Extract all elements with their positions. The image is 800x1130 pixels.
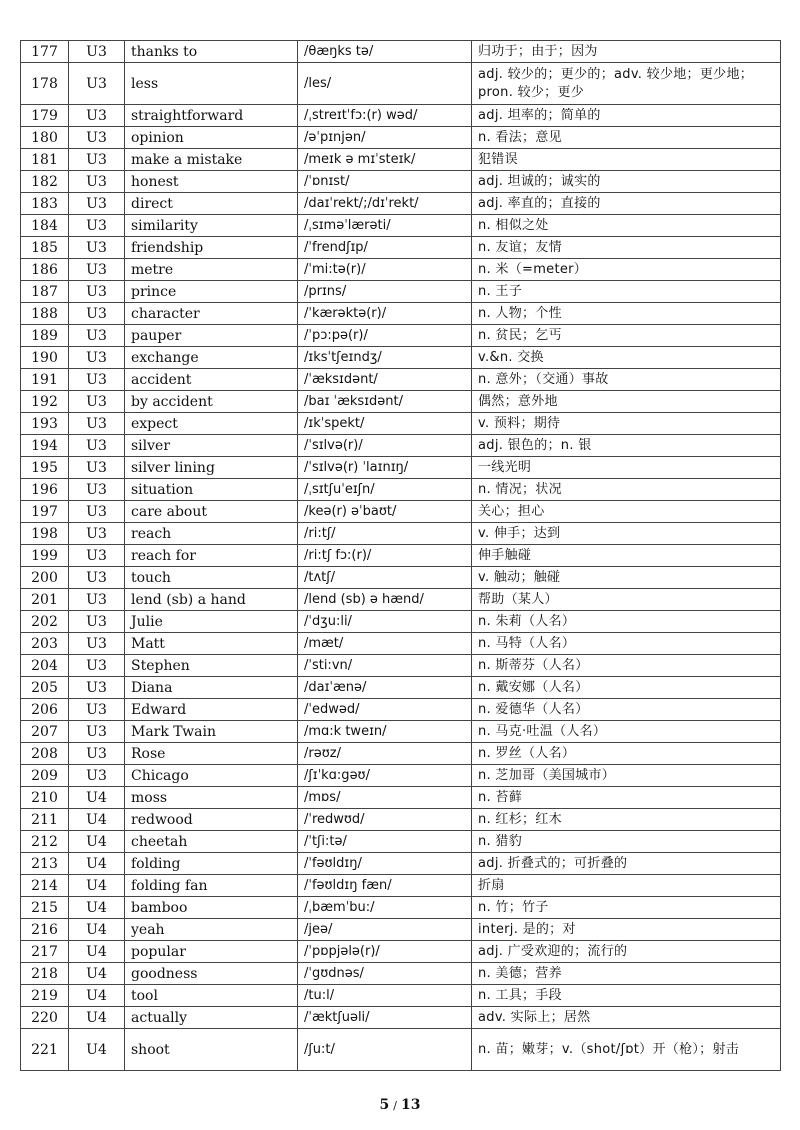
entry-number: 212	[21, 831, 69, 853]
entry-number: 177	[21, 41, 69, 63]
entry-phonetic: /ˈgʊdnəs/	[298, 963, 472, 985]
entry-phonetic: /ˈɒnɪst/	[298, 171, 472, 193]
table-row	[21, 281, 781, 303]
entry-meaning: adv. 实际上；居然	[472, 1007, 781, 1029]
entry-phonetic: /əˈpɪnjən/	[298, 127, 472, 149]
entry-number: 181	[21, 149, 69, 171]
entry-number: 202	[21, 611, 69, 633]
entry-word: Rose	[125, 743, 298, 765]
entry-unit: U4	[69, 809, 125, 831]
entry-word: shoot	[125, 1029, 298, 1071]
entry-phonetic: /ˈsti:vn/	[298, 655, 472, 677]
entry-phonetic: /ri:tʃ fɔ:(r)/	[298, 545, 472, 567]
page-number	[0, 1097, 800, 1113]
entry-word: popular	[125, 941, 298, 963]
entry-meaning: n. 朱莉（人名）	[472, 611, 781, 633]
entry-meaning: 折扇	[472, 875, 781, 897]
entry-word: straightforward	[125, 105, 298, 127]
entry-number: 182	[21, 171, 69, 193]
entry-word: moss	[125, 787, 298, 809]
entry-unit: U3	[69, 765, 125, 787]
entry-meaning: n. 美德；营养	[472, 963, 781, 985]
entry-number: 214	[21, 875, 69, 897]
table-row	[21, 545, 781, 567]
total-pages: 13	[400, 1097, 421, 1113]
table-row	[21, 589, 781, 611]
entry-word: care about	[125, 501, 298, 523]
entry-unit: U3	[69, 457, 125, 479]
table-row	[21, 655, 781, 677]
entry-unit: U4	[69, 831, 125, 853]
entry-meaning: n. 戴安娜（人名）	[472, 677, 781, 699]
table-row	[21, 259, 781, 281]
entry-phonetic: /les/	[298, 63, 472, 105]
entry-meaning: n. 人物；个性	[472, 303, 781, 325]
entry-phonetic: /lend (sb) ə hænd/	[298, 589, 472, 611]
entry-word: yeah	[125, 919, 298, 941]
entry-meaning: n. 斯蒂芬（人名）	[472, 655, 781, 677]
entry-number: 199	[21, 545, 69, 567]
table-row	[21, 523, 781, 545]
entry-number: 192	[21, 391, 69, 413]
table-row	[21, 919, 781, 941]
entry-unit: U3	[69, 479, 125, 501]
entry-meaning: n. 贫民；乞丐	[472, 325, 781, 347]
entry-number: 185	[21, 237, 69, 259]
entry-phonetic: /ˈredwʊd/	[298, 809, 472, 831]
entry-number: 179	[21, 105, 69, 127]
entry-number: 209	[21, 765, 69, 787]
entry-number: 208	[21, 743, 69, 765]
entry-phonetic: /meɪk ə mɪˈsteɪk/	[298, 149, 472, 171]
entry-unit: U3	[69, 633, 125, 655]
entry-phonetic: /jeə/	[298, 919, 472, 941]
table-row	[21, 457, 781, 479]
entry-number: 194	[21, 435, 69, 457]
entry-word: Stephen	[125, 655, 298, 677]
table-row	[21, 765, 781, 787]
entry-word: bamboo	[125, 897, 298, 919]
entry-phonetic: /ˌsɪməˈlærəti/	[298, 215, 472, 237]
entry-unit: U3	[69, 303, 125, 325]
entry-meaning: 归功于；由于；因为	[472, 41, 781, 63]
table-row	[21, 743, 781, 765]
entry-meaning: interj. 是的；对	[472, 919, 781, 941]
entry-phonetic: /ˈtʃi:tə/	[298, 831, 472, 853]
entry-phonetic: /ˈpɒpjələ(r)/	[298, 941, 472, 963]
entry-unit: U3	[69, 523, 125, 545]
entry-number: 221	[21, 1029, 69, 1071]
entry-number: 211	[21, 809, 69, 831]
entry-unit: U3	[69, 193, 125, 215]
entry-word: pauper	[125, 325, 298, 347]
entry-phonetic: /ɪkˈspekt/	[298, 413, 472, 435]
entry-word: folding	[125, 853, 298, 875]
entry-number: 178	[21, 63, 69, 105]
entry-unit: U3	[69, 721, 125, 743]
entry-phonetic: /ˈpɔ:pə(r)/	[298, 325, 472, 347]
table-row	[21, 105, 781, 127]
entry-word: Diana	[125, 677, 298, 699]
entry-number: 200	[21, 567, 69, 589]
entry-word: honest	[125, 171, 298, 193]
entry-unit: U4	[69, 787, 125, 809]
entry-word: prince	[125, 281, 298, 303]
table-row	[21, 897, 781, 919]
entry-word: actually	[125, 1007, 298, 1029]
entry-word: less	[125, 63, 298, 105]
entry-phonetic: /ˌsɪtʃuˈeɪʃn/	[298, 479, 472, 501]
entry-unit: U4	[69, 853, 125, 875]
entry-word: lend (sb) a hand	[125, 589, 298, 611]
entry-phonetic: /baɪ ˈæksɪdənt/	[298, 391, 472, 413]
entry-phonetic: /daɪˈrekt/;/dɪˈrekt/	[298, 193, 472, 215]
entry-meaning: n. 米（=meter）	[472, 259, 781, 281]
entry-number: 189	[21, 325, 69, 347]
entry-phonetic: /ˈæksɪdənt/	[298, 369, 472, 391]
table-row	[21, 941, 781, 963]
entry-phonetic: /tu:l/	[298, 985, 472, 1007]
entry-phonetic: /ˈfrendʃɪp/	[298, 237, 472, 259]
entry-number: 198	[21, 523, 69, 545]
entry-unit: U3	[69, 435, 125, 457]
entry-meaning: n. 看法；意见	[472, 127, 781, 149]
entry-unit: U3	[69, 413, 125, 435]
entry-meaning: n. 工具；手段	[472, 985, 781, 1007]
entry-number: 183	[21, 193, 69, 215]
entry-unit: U3	[69, 281, 125, 303]
entry-word: Julie	[125, 611, 298, 633]
entry-unit: U4	[69, 875, 125, 897]
entry-unit: U3	[69, 215, 125, 237]
entry-phonetic: /daɪˈænə/	[298, 677, 472, 699]
entry-word: metre	[125, 259, 298, 281]
entry-unit: U3	[69, 611, 125, 633]
entry-number: 188	[21, 303, 69, 325]
entry-word: character	[125, 303, 298, 325]
entry-unit: U3	[69, 171, 125, 193]
table-row	[21, 501, 781, 523]
entry-number: 217	[21, 941, 69, 963]
entry-meaning: adj. 广受欢迎的；流行的	[472, 941, 781, 963]
entry-meaning: adj. 较少的；更少的；adv. 较少地；更少地；pron. 较少；更少	[472, 63, 781, 105]
table-row	[21, 677, 781, 699]
entry-unit: U3	[69, 237, 125, 259]
entry-word: by accident	[125, 391, 298, 413]
table-row	[21, 303, 781, 325]
entry-word: silver	[125, 435, 298, 457]
entry-meaning: n. 友谊；友情	[472, 237, 781, 259]
entry-phonetic: /mæt/	[298, 633, 472, 655]
entry-number: 219	[21, 985, 69, 1007]
entry-number: 210	[21, 787, 69, 809]
entry-number: 186	[21, 259, 69, 281]
entry-word: silver lining	[125, 457, 298, 479]
entry-phonetic: /ˈmi:tə(r)/	[298, 259, 472, 281]
entry-unit: U3	[69, 391, 125, 413]
entry-meaning: 关心；担心	[472, 501, 781, 523]
entry-phonetic: /keə(r) əˈbaʊt/	[298, 501, 472, 523]
entry-unit: U3	[69, 347, 125, 369]
entry-unit: U4	[69, 919, 125, 941]
table-row	[21, 479, 781, 501]
table-row	[21, 193, 781, 215]
table-row	[21, 985, 781, 1007]
entry-meaning: n. 王子	[472, 281, 781, 303]
entry-unit: U4	[69, 1029, 125, 1071]
entry-word: make a mistake	[125, 149, 298, 171]
entry-meaning: n. 相似之处	[472, 215, 781, 237]
entry-meaning: n. 马特（人名）	[472, 633, 781, 655]
entry-unit: U3	[69, 545, 125, 567]
entry-unit: U4	[69, 963, 125, 985]
entry-number: 184	[21, 215, 69, 237]
entry-unit: U3	[69, 677, 125, 699]
entry-unit: U3	[69, 127, 125, 149]
entry-number: 196	[21, 479, 69, 501]
entry-unit: U4	[69, 1007, 125, 1029]
entry-word: expect	[125, 413, 298, 435]
entry-word: touch	[125, 567, 298, 589]
entry-meaning: n. 猎豹	[472, 831, 781, 853]
entry-word: folding fan	[125, 875, 298, 897]
table-row	[21, 171, 781, 193]
entry-number: 193	[21, 413, 69, 435]
entry-unit: U3	[69, 63, 125, 105]
entry-phonetic: /ˈsɪlvə(r)/	[298, 435, 472, 457]
vocabulary-table-body	[21, 41, 781, 1071]
entry-word: exchange	[125, 347, 298, 369]
entry-number: 195	[21, 457, 69, 479]
table-row	[21, 391, 781, 413]
entry-meaning: 一线光明	[472, 457, 781, 479]
entry-unit: U3	[69, 589, 125, 611]
vocabulary-table	[20, 40, 781, 1071]
entry-unit: U4	[69, 941, 125, 963]
entry-number: 203	[21, 633, 69, 655]
entry-word: opinion	[125, 127, 298, 149]
table-row	[21, 325, 781, 347]
entry-number: 218	[21, 963, 69, 985]
entry-number: 206	[21, 699, 69, 721]
entry-phonetic: /ˈfəʊldɪŋ/	[298, 853, 472, 875]
table-row	[21, 611, 781, 633]
table-row	[21, 149, 781, 171]
table-row	[21, 875, 781, 897]
table-row	[21, 127, 781, 149]
entry-meaning: n. 意外；（交通）事故	[472, 369, 781, 391]
page-separator: /	[393, 1099, 397, 1112]
table-row	[21, 831, 781, 853]
entry-phonetic: /ˈæktʃuəli/	[298, 1007, 472, 1029]
entry-unit: U3	[69, 699, 125, 721]
table-row	[21, 1007, 781, 1029]
entry-number: 197	[21, 501, 69, 523]
table-row	[21, 237, 781, 259]
entry-unit: U3	[69, 105, 125, 127]
entry-meaning: adj. 坦诚的；诚实的	[472, 171, 781, 193]
table-row	[21, 699, 781, 721]
entry-phonetic: /ˌstreɪtˈfɔ:(r) wəd/	[298, 105, 472, 127]
table-row	[21, 435, 781, 457]
entry-word: Matt	[125, 633, 298, 655]
entry-meaning: v. 触动；触碰	[472, 567, 781, 589]
entry-phonetic: /ˈdʒu:li/	[298, 611, 472, 633]
entry-phonetic: /rəʊz/	[298, 743, 472, 765]
entry-number: 191	[21, 369, 69, 391]
entry-phonetic: /mɑ:k tweɪn/	[298, 721, 472, 743]
table-row	[21, 63, 781, 105]
entry-meaning: v. 伸手；达到	[472, 523, 781, 545]
entry-number: 190	[21, 347, 69, 369]
entry-number: 216	[21, 919, 69, 941]
table-row	[21, 809, 781, 831]
entry-unit: U3	[69, 501, 125, 523]
entry-meaning: adj. 折叠式的；可折叠的	[472, 853, 781, 875]
entry-phonetic: /prɪns/	[298, 281, 472, 303]
entry-meaning: 犯错误	[472, 149, 781, 171]
entry-unit: U3	[69, 743, 125, 765]
entry-word: tool	[125, 985, 298, 1007]
entry-phonetic: /ɪksˈtʃeɪndʒ/	[298, 347, 472, 369]
table-row	[21, 963, 781, 985]
entry-unit: U3	[69, 655, 125, 677]
table-row	[21, 1029, 781, 1071]
entry-meaning: n. 情况；状况	[472, 479, 781, 501]
entry-meaning: 帮助（某人）	[472, 589, 781, 611]
entry-phonetic: /tʌtʃ/	[298, 567, 472, 589]
entry-phonetic: /ˈedwəd/	[298, 699, 472, 721]
entry-number: 220	[21, 1007, 69, 1029]
entry-number: 205	[21, 677, 69, 699]
entry-phonetic: /ˈsɪlvə(r) ˈlaɪnɪŋ/	[298, 457, 472, 479]
entry-unit: U3	[69, 325, 125, 347]
table-row	[21, 721, 781, 743]
entry-meaning: n. 爱德华（人名）	[472, 699, 781, 721]
entry-meaning: adj. 率直的；直接的	[472, 193, 781, 215]
entry-meaning: v. 预料；期待	[472, 413, 781, 435]
entry-word: redwood	[125, 809, 298, 831]
table-row	[21, 787, 781, 809]
entry-number: 215	[21, 897, 69, 919]
entry-word: direct	[125, 193, 298, 215]
entry-word: thanks to	[125, 41, 298, 63]
entry-word: accident	[125, 369, 298, 391]
entry-word: Chicago	[125, 765, 298, 787]
table-row	[21, 347, 781, 369]
entry-word: Edward	[125, 699, 298, 721]
entry-number: 204	[21, 655, 69, 677]
entry-number: 213	[21, 853, 69, 875]
entry-phonetic: /ˌbæmˈbu:/	[298, 897, 472, 919]
current-page: 5	[379, 1097, 390, 1113]
entry-word: reach for	[125, 545, 298, 567]
entry-word: situation	[125, 479, 298, 501]
entry-phonetic: /ʃu:t/	[298, 1029, 472, 1071]
entry-unit: U3	[69, 41, 125, 63]
entry-meaning: adj. 银色的；n. 银	[472, 435, 781, 457]
entry-phonetic: /mɒs/	[298, 787, 472, 809]
entry-phonetic: /ˈkærəktə(r)/	[298, 303, 472, 325]
entry-unit: U3	[69, 149, 125, 171]
entry-meaning: 偶然；意外地	[472, 391, 781, 413]
entry-number: 207	[21, 721, 69, 743]
entry-meaning: n. 竹；竹子	[472, 897, 781, 919]
entry-meaning: v.&n. 交换	[472, 347, 781, 369]
entry-word: friendship	[125, 237, 298, 259]
entry-unit: U3	[69, 369, 125, 391]
entry-meaning: n. 马克·吐温（人名）	[472, 721, 781, 743]
entry-number: 201	[21, 589, 69, 611]
table-row	[21, 41, 781, 63]
entry-phonetic: /ri:tʃ/	[298, 523, 472, 545]
entry-meaning: n. 芝加哥（美国城市）	[472, 765, 781, 787]
table-row	[21, 633, 781, 655]
table-row	[21, 215, 781, 237]
entry-word: similarity	[125, 215, 298, 237]
entry-number: 187	[21, 281, 69, 303]
entry-unit: U4	[69, 985, 125, 1007]
entry-word: cheetah	[125, 831, 298, 853]
entry-number: 180	[21, 127, 69, 149]
entry-meaning: n. 苗；嫩芽；v.（shot/ʃɒt）开（枪）；射击	[472, 1029, 781, 1071]
table-row	[21, 567, 781, 589]
entry-word: reach	[125, 523, 298, 545]
entry-meaning: adj. 坦率的；简单的	[472, 105, 781, 127]
entry-unit: U4	[69, 897, 125, 919]
entry-meaning: n. 苔藓	[472, 787, 781, 809]
entry-word: Mark Twain	[125, 721, 298, 743]
entry-word: goodness	[125, 963, 298, 985]
entry-phonetic: /ˈfəʊldɪŋ fæn/	[298, 875, 472, 897]
entry-unit: U3	[69, 259, 125, 281]
entry-meaning: n. 罗丝（人名）	[472, 743, 781, 765]
table-row	[21, 853, 781, 875]
table-row	[21, 369, 781, 391]
entry-phonetic: /θæŋks tə/	[298, 41, 472, 63]
table-row	[21, 413, 781, 435]
entry-phonetic: /ʃɪˈkɑ:gəʊ/	[298, 765, 472, 787]
entry-meaning: 伸手触碰	[472, 545, 781, 567]
entry-meaning: n. 红杉；红木	[472, 809, 781, 831]
entry-unit: U3	[69, 567, 125, 589]
